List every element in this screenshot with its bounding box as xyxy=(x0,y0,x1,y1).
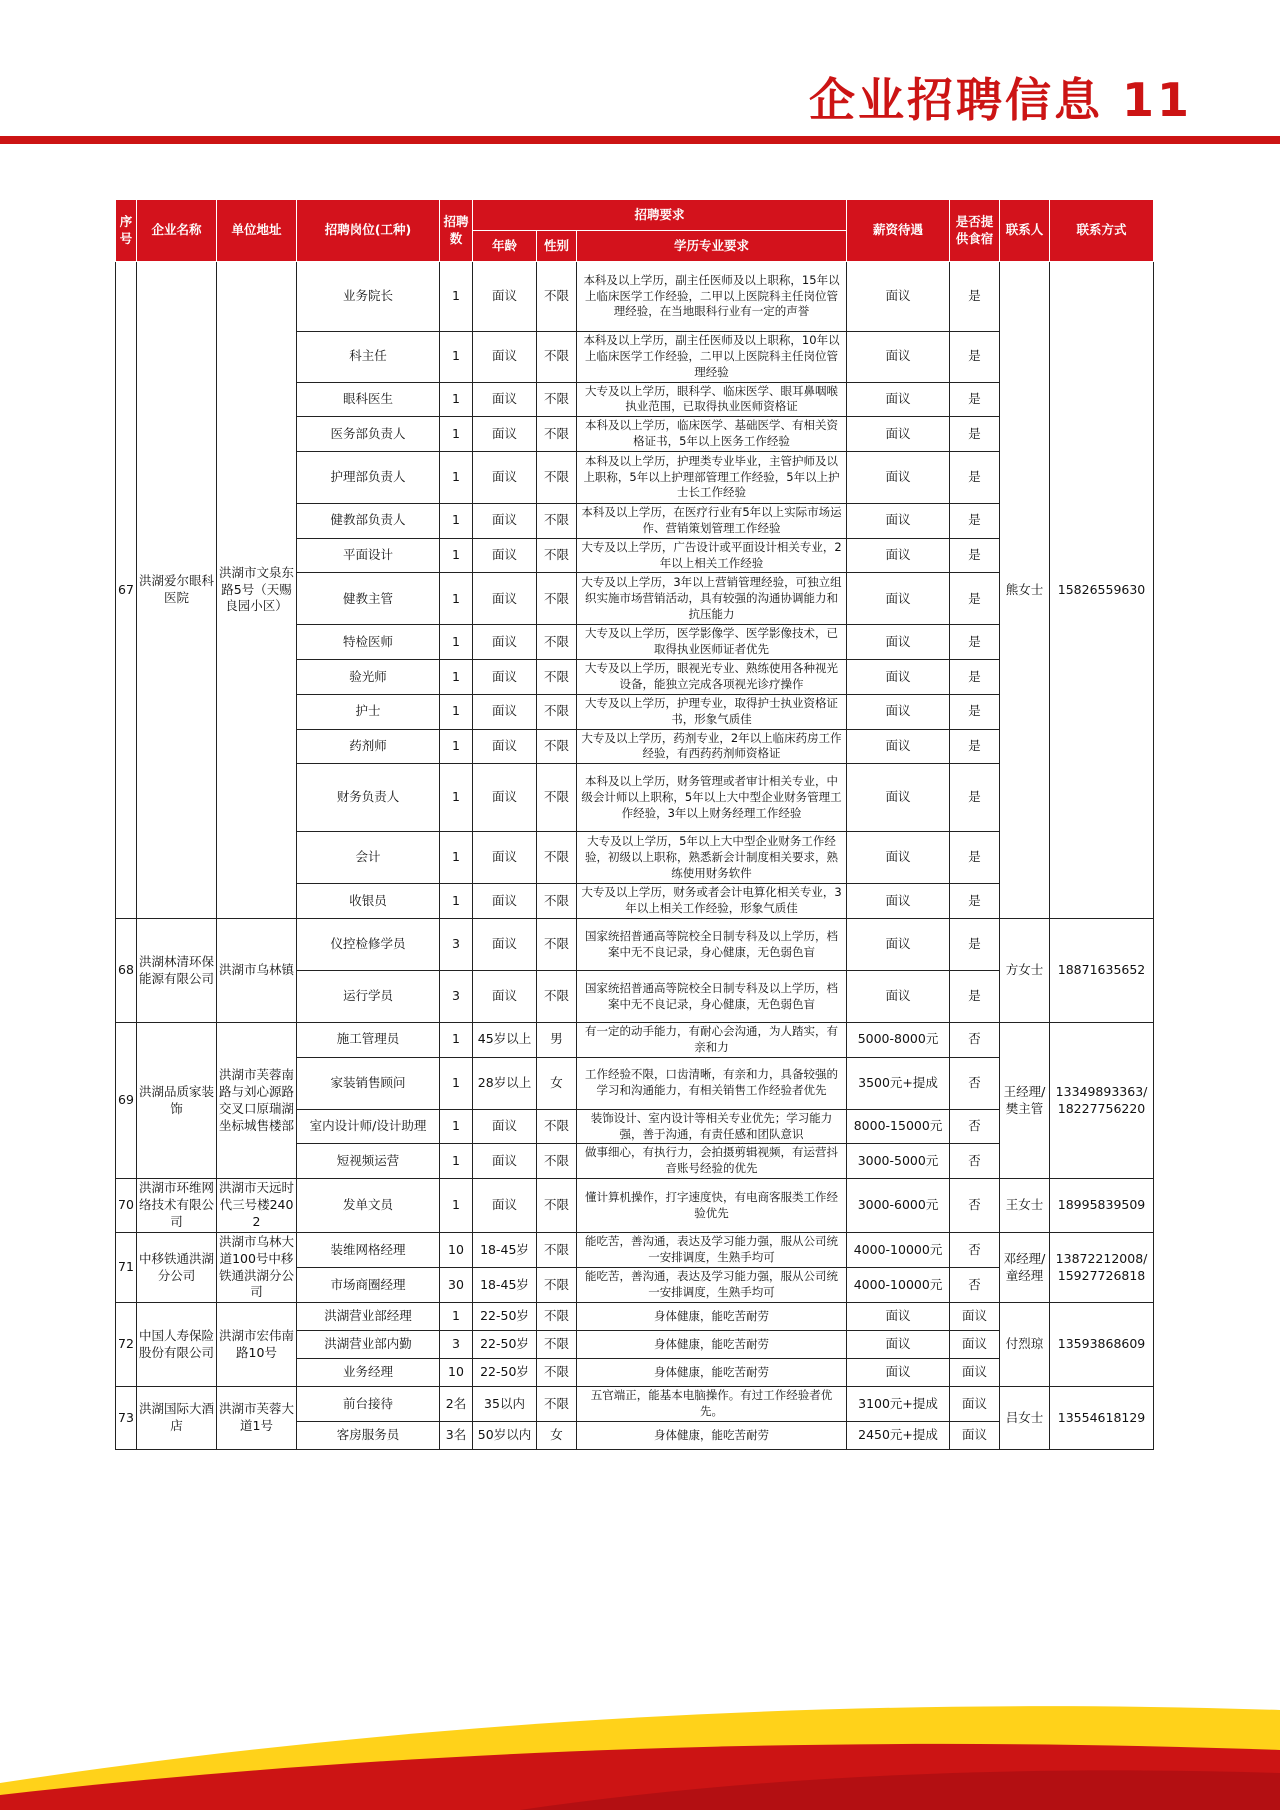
job-salary: 面议 xyxy=(847,573,950,625)
job-board: 否 xyxy=(950,1109,1000,1144)
table-row xyxy=(116,1303,1154,1331)
job-age: 22-50岁 xyxy=(473,1303,537,1331)
job-salary: 面议 xyxy=(847,971,950,1023)
job-requirements: 能吃苦，善沟通，表达及学习能力强，服从公司统一安排调度，生熟手均可 xyxy=(577,1268,847,1303)
job-requirements: 大专及以上学历，眼科学、临床医学、眼耳鼻咽喉执业范围，已取得执业医师资格证 xyxy=(577,382,847,417)
header-company: 企业名称 xyxy=(137,200,217,262)
job-position: 业务院长 xyxy=(297,262,440,332)
company-name: 洪湖林清环保能源有限公司 xyxy=(137,919,217,1023)
job-gender: 女 xyxy=(537,1422,577,1450)
job-count: 3 xyxy=(440,919,473,971)
job-gender: 不限 xyxy=(537,660,577,695)
job-salary: 5000-8000元 xyxy=(847,1023,950,1058)
job-gender: 不限 xyxy=(537,832,577,884)
job-gender: 不限 xyxy=(537,382,577,417)
job-requirements: 懂计算机操作，打字速度快，有电商客服类工作经验优先 xyxy=(577,1179,847,1233)
job-position: 药剂师 xyxy=(297,729,440,764)
job-position: 客房服务员 xyxy=(297,1422,440,1450)
job-position: 装维网格经理 xyxy=(297,1232,440,1267)
header-seq: 序号 xyxy=(116,200,137,262)
contact-person: 付烈琼 xyxy=(1000,1303,1050,1387)
job-board: 否 xyxy=(950,1057,1000,1109)
row-seq: 73 xyxy=(116,1387,137,1450)
job-count: 1 xyxy=(440,1144,473,1179)
job-count: 1 xyxy=(440,1023,473,1058)
job-salary: 4000-10000元 xyxy=(847,1268,950,1303)
job-gender: 不限 xyxy=(537,625,577,660)
contact-phone: 18995839509 xyxy=(1050,1179,1154,1233)
job-age: 50岁以内 xyxy=(473,1422,537,1450)
job-requirements: 身体健康，能吃苦耐劳 xyxy=(577,1359,847,1387)
header-gender: 性别 xyxy=(537,231,577,262)
job-salary: 面议 xyxy=(847,262,950,332)
job-age: 面议 xyxy=(473,832,537,884)
job-age: 面议 xyxy=(473,1109,537,1144)
job-position: 室内设计师/设计助理 xyxy=(297,1109,440,1144)
company-name: 洪湖国际大酒店 xyxy=(137,1387,217,1450)
contact-person: 王女士 xyxy=(1000,1179,1050,1233)
job-count: 1 xyxy=(440,1303,473,1331)
job-gender: 不限 xyxy=(537,1179,577,1233)
job-gender: 男 xyxy=(537,1023,577,1058)
job-requirements: 身体健康，能吃苦耐劳 xyxy=(577,1303,847,1331)
header-age: 年龄 xyxy=(473,231,537,262)
job-gender: 不限 xyxy=(537,1232,577,1267)
job-count: 1 xyxy=(440,1179,473,1233)
job-board: 面议 xyxy=(950,1387,1000,1422)
job-count: 1 xyxy=(440,417,473,452)
job-board: 是 xyxy=(950,694,1000,729)
job-requirements: 本科及以上学历，财务管理或者审计相关专业，中级会计师以上职称，5年以上大中型企业财务管理工作经验，3年以上财务经理工作经验 xyxy=(577,764,847,832)
job-count: 2名 xyxy=(440,1387,473,1422)
contact-phone: 18871635652 xyxy=(1050,919,1154,1023)
contact-person: 邓经理/童经理 xyxy=(1000,1232,1050,1303)
job-count: 1 xyxy=(440,1057,473,1109)
job-board: 面议 xyxy=(950,1331,1000,1359)
job-count: 1 xyxy=(440,625,473,660)
job-requirements: 做事细心，有执行力，会拍摄剪辑视频，有运营抖音账号经验的优先 xyxy=(577,1144,847,1179)
job-requirements: 工作经验不限，口齿清晰，有亲和力，具备较强的学习和沟通能力，有相关销售工作经验者优先 xyxy=(577,1057,847,1109)
job-salary: 面议 xyxy=(847,660,950,695)
company-name: 洪湖市环维网络技术有限公司 xyxy=(137,1179,217,1233)
header-count: 招聘数 xyxy=(440,200,473,262)
job-gender: 不限 xyxy=(537,764,577,832)
job-position: 运行学员 xyxy=(297,971,440,1023)
job-position: 家装销售顾问 xyxy=(297,1057,440,1109)
header-requirements: 招聘要求 xyxy=(473,200,847,231)
company-address: 洪湖市乌林大道100号中移铁通洪湖分公司 xyxy=(217,1232,297,1303)
job-requirements: 本科及以上学历，临床医学、基础医学、有相关资格证书，5年以上医务工作经验 xyxy=(577,417,847,452)
job-count: 1 xyxy=(440,660,473,695)
job-age: 面议 xyxy=(473,919,537,971)
row-seq: 68 xyxy=(116,919,137,1023)
job-count: 1 xyxy=(440,382,473,417)
header-position: 招聘岗位(工种) xyxy=(297,200,440,262)
job-salary: 面议 xyxy=(847,538,950,573)
job-salary: 8000-15000元 xyxy=(847,1109,950,1144)
job-salary: 面议 xyxy=(847,694,950,729)
job-position: 特检医师 xyxy=(297,625,440,660)
job-requirements: 本科及以上学历，副主任医师及以上职称，10年以上临床医学工作经验，二甲以上医院科主任岗位管理经验 xyxy=(577,332,847,383)
job-board: 是 xyxy=(950,625,1000,660)
job-salary: 4000-10000元 xyxy=(847,1232,950,1267)
job-count: 3 xyxy=(440,1331,473,1359)
job-position: 洪湖营业部经理 xyxy=(297,1303,440,1331)
job-board: 是 xyxy=(950,332,1000,383)
job-board: 是 xyxy=(950,729,1000,764)
job-gender: 不限 xyxy=(537,884,577,919)
company-address: 洪湖市芙蓉大道1号 xyxy=(217,1387,297,1450)
job-count: 3 xyxy=(440,971,473,1023)
table-row xyxy=(116,262,1154,332)
job-age: 面议 xyxy=(473,1179,537,1233)
table-row xyxy=(116,1023,1154,1058)
job-board: 是 xyxy=(950,538,1000,573)
job-salary: 面议 xyxy=(847,1331,950,1359)
company-name: 洪湖品质家装饰 xyxy=(137,1023,217,1179)
table-row xyxy=(116,1387,1154,1422)
job-requirements: 装饰设计、室内设计等相关专业优先；学习能力强，善于沟通，有责任感和团队意识 xyxy=(577,1109,847,1144)
job-age: 面议 xyxy=(473,660,537,695)
job-salary: 面议 xyxy=(847,1303,950,1331)
job-position: 护理部负责人 xyxy=(297,452,440,504)
contact-person: 熊女士 xyxy=(1000,262,1050,919)
job-board: 否 xyxy=(950,1179,1000,1233)
job-position: 健教部负责人 xyxy=(297,504,440,539)
bottom-decoration xyxy=(0,1655,1280,1810)
job-requirements: 能吃苦，善沟通，表达及学习能力强，服从公司统一安排调度，生熟手均可 xyxy=(577,1232,847,1267)
job-board: 是 xyxy=(950,832,1000,884)
table-row xyxy=(116,1232,1154,1267)
job-gender: 不限 xyxy=(537,538,577,573)
job-count: 1 xyxy=(440,262,473,332)
company-address: 洪湖市乌林镇 xyxy=(217,919,297,1023)
job-position: 市场商圈经理 xyxy=(297,1268,440,1303)
job-board: 是 xyxy=(950,884,1000,919)
job-board: 是 xyxy=(950,764,1000,832)
job-board: 否 xyxy=(950,1232,1000,1267)
job-age: 面议 xyxy=(473,971,537,1023)
job-count: 1 xyxy=(440,764,473,832)
job-count: 1 xyxy=(440,694,473,729)
contact-phone: 13554618129 xyxy=(1050,1387,1154,1450)
contact-phone: 15826559630 xyxy=(1050,262,1154,919)
job-count: 1 xyxy=(440,1109,473,1144)
job-salary: 面议 xyxy=(847,832,950,884)
header-salary: 薪资待遇 xyxy=(847,200,950,262)
company-name: 中国人寿保险股份有限公司 xyxy=(137,1303,217,1387)
job-position: 施工管理员 xyxy=(297,1023,440,1058)
contact-phone: 13872212008/15927726818 xyxy=(1050,1232,1154,1303)
job-salary: 面议 xyxy=(847,332,950,383)
job-salary: 3500元+提成 xyxy=(847,1057,950,1109)
job-gender: 不限 xyxy=(537,1331,577,1359)
job-count: 1 xyxy=(440,332,473,383)
table-row xyxy=(116,1179,1154,1233)
job-gender: 不限 xyxy=(537,262,577,332)
job-position: 科主任 xyxy=(297,332,440,383)
job-requirements: 本科及以上学历，护理类专业毕业，主管护师及以上职称，5年以上护理部管理工作经验，5年以上护士长工作经验 xyxy=(577,452,847,504)
job-position: 健教主管 xyxy=(297,573,440,625)
job-requirements: 大专及以上学历，护理专业，取得护士执业资格证书，形象气质佳 xyxy=(577,694,847,729)
contact-phone: 13593868609 xyxy=(1050,1303,1154,1387)
job-position: 业务经理 xyxy=(297,1359,440,1387)
job-salary: 面议 xyxy=(847,504,950,539)
job-board: 是 xyxy=(950,919,1000,971)
job-requirements: 大专及以上学历，5年以上大中型企业财务工作经验，初级以上职称，熟悉新会计制度相关要求，熟练使用财务软件 xyxy=(577,832,847,884)
job-position: 验光师 xyxy=(297,660,440,695)
job-board: 是 xyxy=(950,262,1000,332)
job-position: 眼科医生 xyxy=(297,382,440,417)
job-age: 面议 xyxy=(473,729,537,764)
table-row xyxy=(116,919,1154,971)
job-count: 1 xyxy=(440,452,473,504)
company-address: 洪湖市天远时代三号楼2402 xyxy=(217,1179,297,1233)
job-gender: 不限 xyxy=(537,729,577,764)
job-position: 仪控检修学员 xyxy=(297,919,440,971)
job-requirements: 国家统招普通高等院校全日制专科及以上学历，档案中无不良记录，身心健康，无色弱色盲 xyxy=(577,971,847,1023)
recruitment-table-wrapper xyxy=(115,199,1153,1450)
table-body xyxy=(116,262,1154,1450)
job-position: 财务负责人 xyxy=(297,764,440,832)
job-count: 1 xyxy=(440,573,473,625)
job-position: 洪湖营业部内勤 xyxy=(297,1331,440,1359)
job-salary: 3000-5000元 xyxy=(847,1144,950,1179)
job-gender: 不限 xyxy=(537,1359,577,1387)
job-count: 10 xyxy=(440,1359,473,1387)
page-title: 企业招聘信息 11 xyxy=(808,73,1192,127)
job-age: 28岁以上 xyxy=(473,1057,537,1109)
job-gender: 不限 xyxy=(537,1303,577,1331)
row-seq: 69 xyxy=(116,1023,137,1179)
job-board: 是 xyxy=(950,971,1000,1023)
job-salary: 3000-6000元 xyxy=(847,1179,950,1233)
job-board: 面议 xyxy=(950,1359,1000,1387)
job-gender: 不限 xyxy=(537,332,577,383)
row-seq: 71 xyxy=(116,1232,137,1303)
company-address: 洪湖市宏伟南路10号 xyxy=(217,1303,297,1387)
job-gender: 不限 xyxy=(537,573,577,625)
contact-person: 方女士 xyxy=(1000,919,1050,1023)
job-count: 10 xyxy=(440,1232,473,1267)
job-position: 收银员 xyxy=(297,884,440,919)
job-gender: 不限 xyxy=(537,919,577,971)
job-salary: 面议 xyxy=(847,452,950,504)
job-requirements: 大专及以上学历，眼视光专业、熟练使用各种视光设备，能独立完成各项视光诊疗操作 xyxy=(577,660,847,695)
job-requirements: 大专及以上学历，广告设计或平面设计相关专业，2年以上相关工作经验 xyxy=(577,538,847,573)
job-position: 护士 xyxy=(297,694,440,729)
title-divider xyxy=(0,136,1280,144)
recruitment-table xyxy=(115,199,1154,1450)
job-age: 22-50岁 xyxy=(473,1331,537,1359)
job-age: 面议 xyxy=(473,694,537,729)
job-salary: 面议 xyxy=(847,382,950,417)
job-board: 面议 xyxy=(950,1303,1000,1331)
job-count: 1 xyxy=(440,832,473,884)
job-age: 面议 xyxy=(473,764,537,832)
job-requirements: 有一定的动手能力，有耐心会沟通，为人踏实，有亲和力 xyxy=(577,1023,847,1058)
job-board: 是 xyxy=(950,452,1000,504)
job-requirements: 本科及以上学历，副主任医师及以上职称，15年以上临床医学工作经验，二甲以上医院科主任岗位管理经验，在当地眼科行业有一定的声誉 xyxy=(577,262,847,332)
contact-phone: 13349893363/18227756220 xyxy=(1050,1023,1154,1179)
job-count: 1 xyxy=(440,504,473,539)
job-requirements: 大专及以上学历，药剂专业，2年以上临床药房工作经验，有西药药剂师资格证 xyxy=(577,729,847,764)
job-age: 22-50岁 xyxy=(473,1359,537,1387)
company-name: 中移铁通洪湖分公司 xyxy=(137,1232,217,1303)
job-gender: 不限 xyxy=(537,971,577,1023)
job-count: 1 xyxy=(440,729,473,764)
job-salary: 3100元+提成 xyxy=(847,1387,950,1422)
job-age: 面议 xyxy=(473,538,537,573)
company-name: 洪湖爱尔眼科医院 xyxy=(137,262,217,919)
job-board: 是 xyxy=(950,382,1000,417)
job-age: 面议 xyxy=(473,332,537,383)
contact-person: 吕女士 xyxy=(1000,1387,1050,1450)
row-seq: 67 xyxy=(116,262,137,919)
job-requirements: 国家统招普通高等院校全日制专科及以上学历，档案中无不良记录，身心健康，无色弱色盲 xyxy=(577,919,847,971)
job-gender: 女 xyxy=(537,1057,577,1109)
job-age: 面议 xyxy=(473,625,537,660)
job-gender: 不限 xyxy=(537,1109,577,1144)
row-seq: 72 xyxy=(116,1303,137,1387)
job-age: 面议 xyxy=(473,1144,537,1179)
job-age: 18-45岁 xyxy=(473,1268,537,1303)
company-address: 洪湖市文泉东路5号（天赐良园小区） xyxy=(217,262,297,919)
header-phone: 联系方式 xyxy=(1050,200,1154,262)
job-age: 45岁以上 xyxy=(473,1023,537,1058)
job-board: 是 xyxy=(950,573,1000,625)
job-gender: 不限 xyxy=(537,1268,577,1303)
job-position: 前台接待 xyxy=(297,1387,440,1422)
job-age: 35以内 xyxy=(473,1387,537,1422)
job-gender: 不限 xyxy=(537,452,577,504)
job-salary: 2450元+提成 xyxy=(847,1422,950,1450)
job-position: 短视频运营 xyxy=(297,1144,440,1179)
job-requirements: 本科及以上学历，在医疗行业有5年以上实际市场运作、营销策划管理工作经验 xyxy=(577,504,847,539)
job-salary: 面议 xyxy=(847,919,950,971)
job-age: 面议 xyxy=(473,504,537,539)
job-gender: 不限 xyxy=(537,1144,577,1179)
job-count: 1 xyxy=(440,884,473,919)
job-age: 面议 xyxy=(473,262,537,332)
job-board: 是 xyxy=(950,417,1000,452)
job-gender: 不限 xyxy=(537,1387,577,1422)
job-age: 面议 xyxy=(473,382,537,417)
header-board: 是否提供食宿 xyxy=(950,200,1000,262)
job-requirements: 大专及以上学历，3年以上营销管理经验，可独立组织实施市场营销活动，具有较强的沟通协调能力和抗压能力 xyxy=(577,573,847,625)
job-count: 3名 xyxy=(440,1422,473,1450)
job-age: 18-45岁 xyxy=(473,1232,537,1267)
job-salary: 面议 xyxy=(847,729,950,764)
job-requirements: 身体健康，能吃苦耐劳 xyxy=(577,1331,847,1359)
job-gender: 不限 xyxy=(537,504,577,539)
job-position: 平面设计 xyxy=(297,538,440,573)
job-gender: 不限 xyxy=(537,417,577,452)
job-salary: 面议 xyxy=(847,764,950,832)
job-salary: 面议 xyxy=(847,417,950,452)
header-address: 单位地址 xyxy=(217,200,297,262)
job-board: 是 xyxy=(950,660,1000,695)
header-education: 学历专业要求 xyxy=(577,231,847,262)
job-position: 会计 xyxy=(297,832,440,884)
job-age: 面议 xyxy=(473,452,537,504)
contact-person: 王经理/樊主管 xyxy=(1000,1023,1050,1179)
job-count: 30 xyxy=(440,1268,473,1303)
job-requirements: 大专及以上学历，财务或者会计电算化相关专业，3年以上相关工作经验，形象气质佳 xyxy=(577,884,847,919)
job-age: 面议 xyxy=(473,884,537,919)
job-board: 面议 xyxy=(950,1422,1000,1450)
job-position: 发单文员 xyxy=(297,1179,440,1233)
header-contact: 联系人 xyxy=(1000,200,1050,262)
job-count: 1 xyxy=(440,538,473,573)
company-address: 洪湖市芙蓉南路与刘心源路交叉口原瑞湖坐标城售楼部 xyxy=(217,1023,297,1179)
job-gender: 不限 xyxy=(537,694,577,729)
job-requirements: 五官端正，能基本电脑操作。有过工作经验者优先。 xyxy=(577,1387,847,1422)
job-board: 否 xyxy=(950,1023,1000,1058)
job-board: 否 xyxy=(950,1268,1000,1303)
row-seq: 70 xyxy=(116,1179,137,1233)
job-board: 是 xyxy=(950,504,1000,539)
job-age: 面议 xyxy=(473,573,537,625)
job-position: 医务部负责人 xyxy=(297,417,440,452)
job-salary: 面议 xyxy=(847,884,950,919)
job-age: 面议 xyxy=(473,417,537,452)
job-board: 否 xyxy=(950,1144,1000,1179)
job-requirements: 大专及以上学历，医学影像学、医学影像技术，已取得执业医师证者优先 xyxy=(577,625,847,660)
job-salary: 面议 xyxy=(847,1359,950,1387)
job-salary: 面议 xyxy=(847,625,950,660)
job-requirements: 身体健康，能吃苦耐劳 xyxy=(577,1422,847,1450)
